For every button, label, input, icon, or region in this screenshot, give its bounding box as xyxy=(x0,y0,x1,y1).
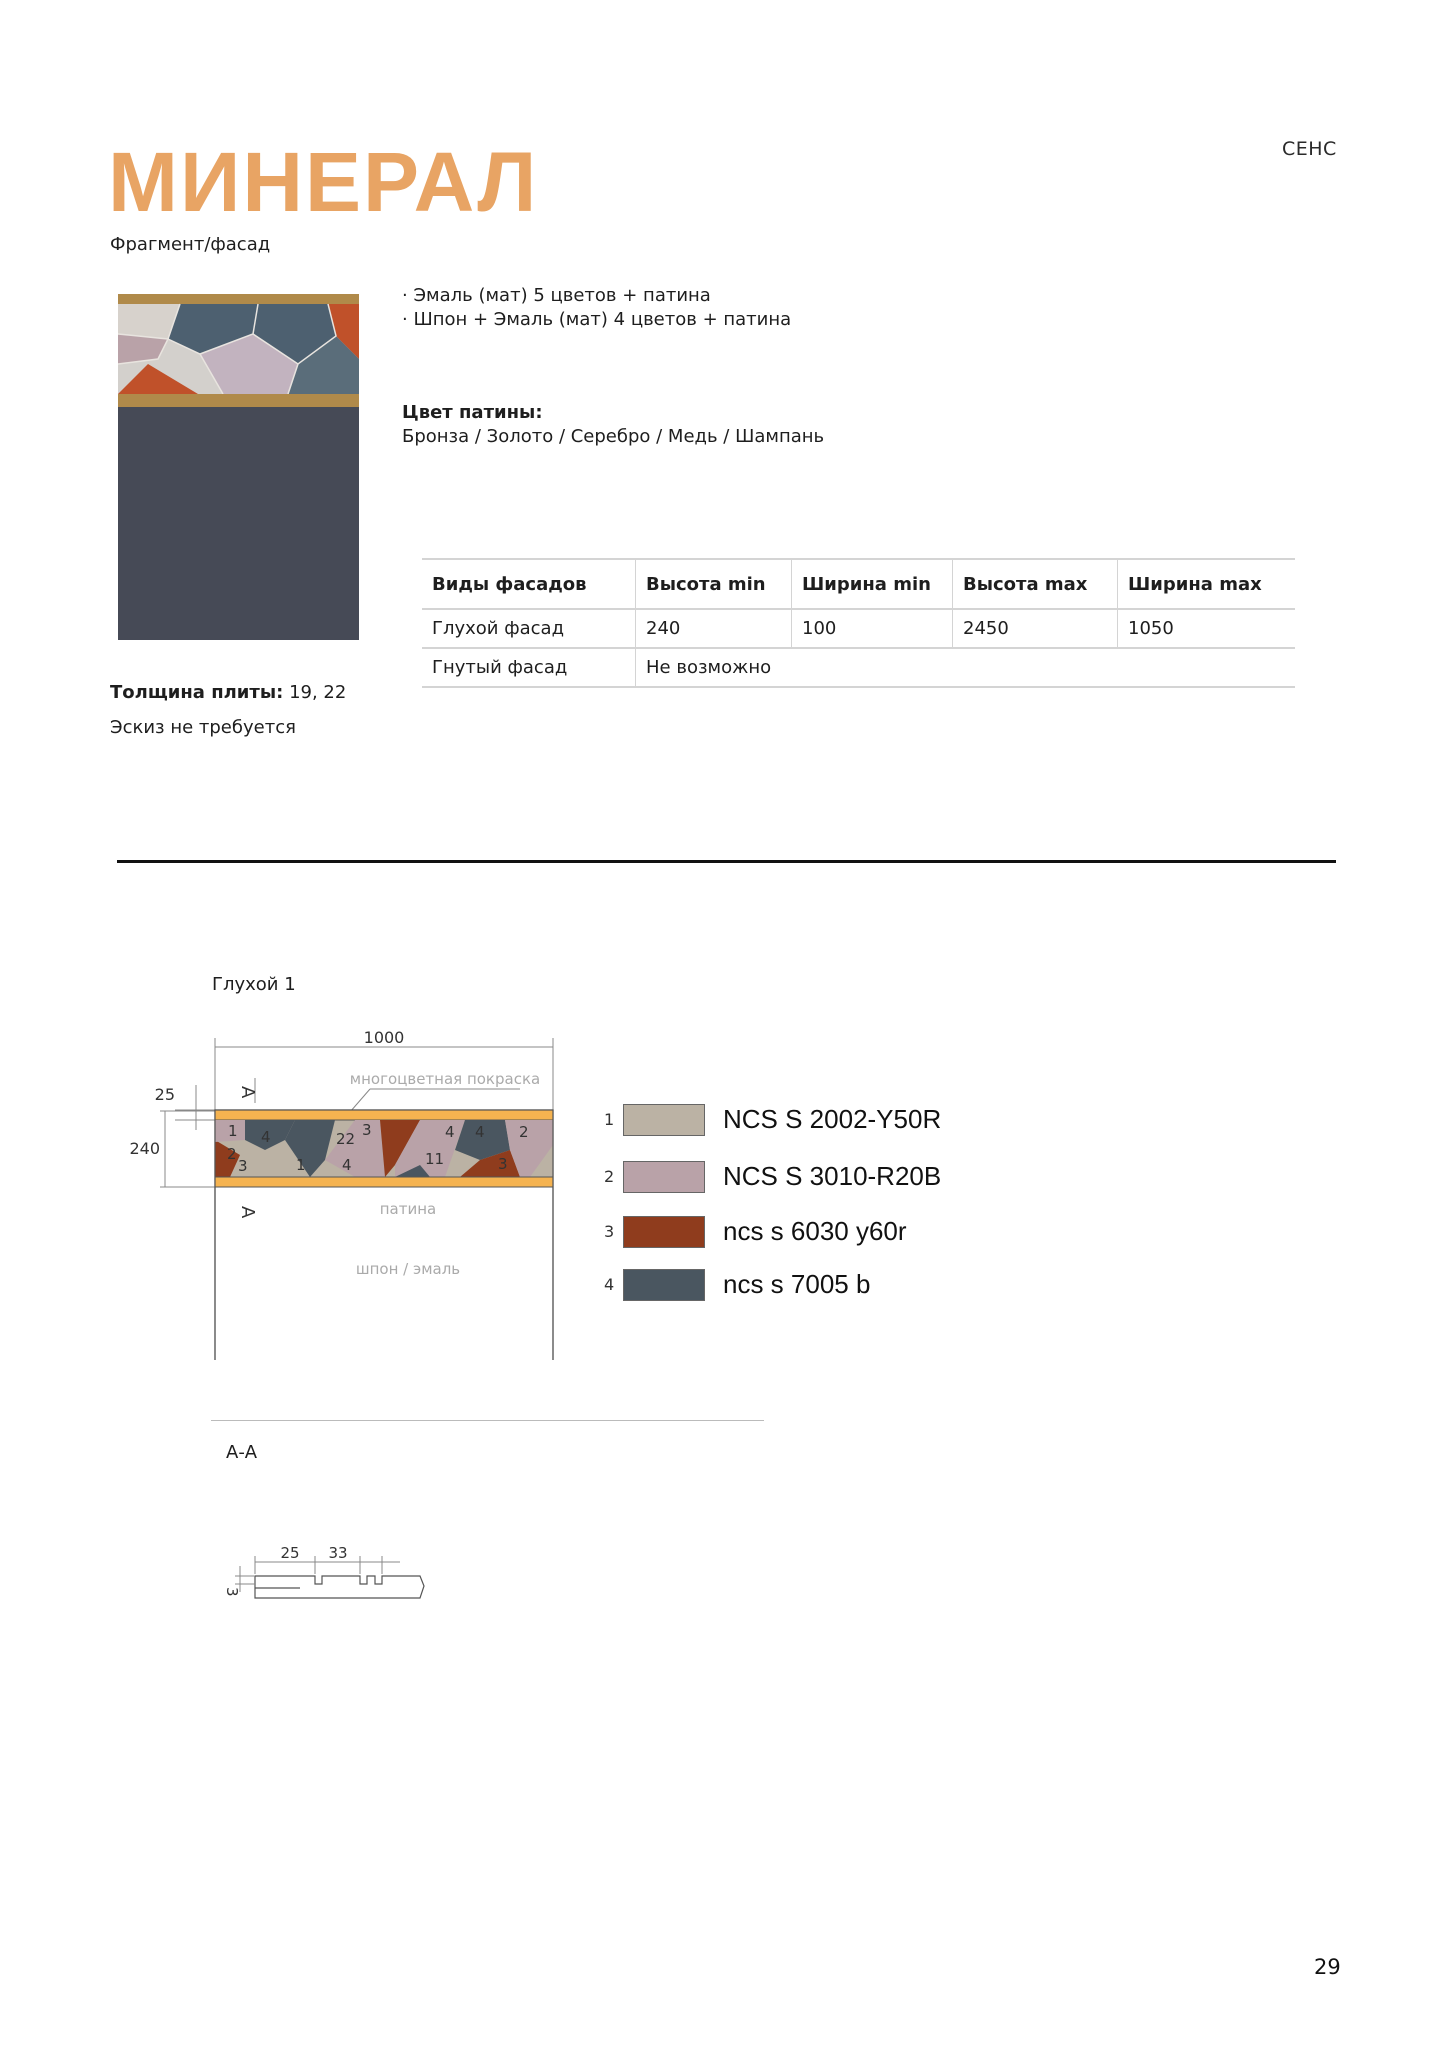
sketch-note: Эскиз не требуется xyxy=(110,717,296,738)
page-number: 29 xyxy=(1314,1955,1341,1979)
piece-number: 3 xyxy=(362,1121,372,1139)
table-cell: 2450 xyxy=(953,609,1118,648)
table-row xyxy=(422,648,1295,687)
section-dim-b: 33 xyxy=(328,1544,348,1562)
piece-number: 2 xyxy=(519,1123,529,1141)
table-cell: 1050 xyxy=(1118,609,1296,648)
piece-number: 4 xyxy=(342,1156,352,1174)
finish-option: · Шпон + Эмаль (мат) 4 цветов + патина xyxy=(402,309,792,330)
finish-options xyxy=(402,284,791,332)
section-dim-depth: 3 xyxy=(223,1587,241,1597)
legend-item xyxy=(594,1155,942,1195)
piece-number: 1 xyxy=(228,1122,238,1140)
dim-strip-label: 25 xyxy=(154,1085,175,1104)
table-header-row xyxy=(422,559,1295,609)
brand-name: СЕНС xyxy=(1282,138,1337,160)
piece-number: 22 xyxy=(336,1130,356,1148)
facade-spec-table xyxy=(422,558,1295,688)
legend-color-name: NCS S 2002-Y50R xyxy=(723,1104,942,1134)
dim-width-label: 1000 xyxy=(363,1028,405,1047)
legend-item xyxy=(594,1210,934,1250)
label-body: шпон / эмаль xyxy=(355,1260,461,1278)
section-divider-thin xyxy=(211,1420,764,1421)
table-cell: 100 xyxy=(792,609,953,648)
legend-item xyxy=(594,1263,934,1303)
legend-swatch xyxy=(623,1161,705,1193)
board-thickness xyxy=(110,682,346,703)
section-mark-top: A xyxy=(237,1086,258,1099)
legend-color-name: ncs s 7005 b xyxy=(723,1269,871,1299)
piece-number: 4 xyxy=(445,1123,455,1141)
legend-number: 2 xyxy=(604,1167,615,1186)
legend-number: 4 xyxy=(604,1275,615,1294)
table-header-cell: Ширина max xyxy=(1118,559,1296,609)
dim-band-label: 240 xyxy=(129,1139,160,1158)
table-cell: Не возможно xyxy=(636,648,1296,687)
thickness-label: Толщина плиты: xyxy=(110,682,284,703)
piece-number: 2 xyxy=(227,1145,237,1163)
table-header-cell: Высота max xyxy=(953,559,1118,609)
legend-swatch xyxy=(623,1216,705,1248)
piece-number: 3 xyxy=(498,1155,508,1173)
page-title: МИНЕРАЛ xyxy=(108,135,539,229)
piece-number: 4 xyxy=(261,1128,271,1146)
label-patina: патина xyxy=(379,1200,437,1218)
label-multicolor: многоцветная покраска xyxy=(349,1070,541,1088)
piece-number: 11 xyxy=(425,1150,445,1168)
drawing-title: Глухой 1 xyxy=(212,974,296,995)
piece-number: 1 xyxy=(296,1156,306,1174)
legend-swatch xyxy=(623,1269,705,1301)
table-cell: 240 xyxy=(636,609,792,648)
legend-swatch xyxy=(623,1104,705,1136)
table-row xyxy=(422,609,1295,648)
table-header-cell: Виды фасадов xyxy=(422,559,636,609)
patina-colors: Бронза / Золото / Серебро / Медь / Шампань xyxy=(402,426,825,447)
patina-heading: Цвет патины: xyxy=(402,402,543,423)
section-profile-drawing xyxy=(210,1540,440,1630)
facade-technical-drawing xyxy=(120,1020,560,1360)
legend-number: 3 xyxy=(604,1222,615,1241)
piece-number: 4 xyxy=(475,1123,485,1141)
facade-fragment-image xyxy=(118,294,359,640)
table-header-cell: Ширина min xyxy=(792,559,953,609)
section-dim-a: 25 xyxy=(280,1544,300,1562)
table-cell: Глухой фасад xyxy=(422,609,636,648)
thickness-value: 19, 22 xyxy=(289,682,347,703)
legend-number: 1 xyxy=(604,1110,615,1129)
page-subtitle: Фрагмент/фасад xyxy=(110,234,271,255)
section-mark-bottom: A xyxy=(237,1206,258,1219)
table-header-cell: Высота min xyxy=(636,559,792,609)
section-divider xyxy=(117,860,1336,863)
table-cell: Гнутый фасад xyxy=(422,648,636,687)
legend-color-name: ncs s 6030 y60r xyxy=(723,1216,907,1246)
legend-color-name: NCS S 3010-R20B xyxy=(723,1161,942,1191)
legend-item xyxy=(594,1098,942,1138)
section-title: А-А xyxy=(226,1442,258,1463)
piece-number: 3 xyxy=(238,1157,248,1175)
finish-option: · Эмаль (мат) 5 цветов + патина xyxy=(402,285,711,306)
